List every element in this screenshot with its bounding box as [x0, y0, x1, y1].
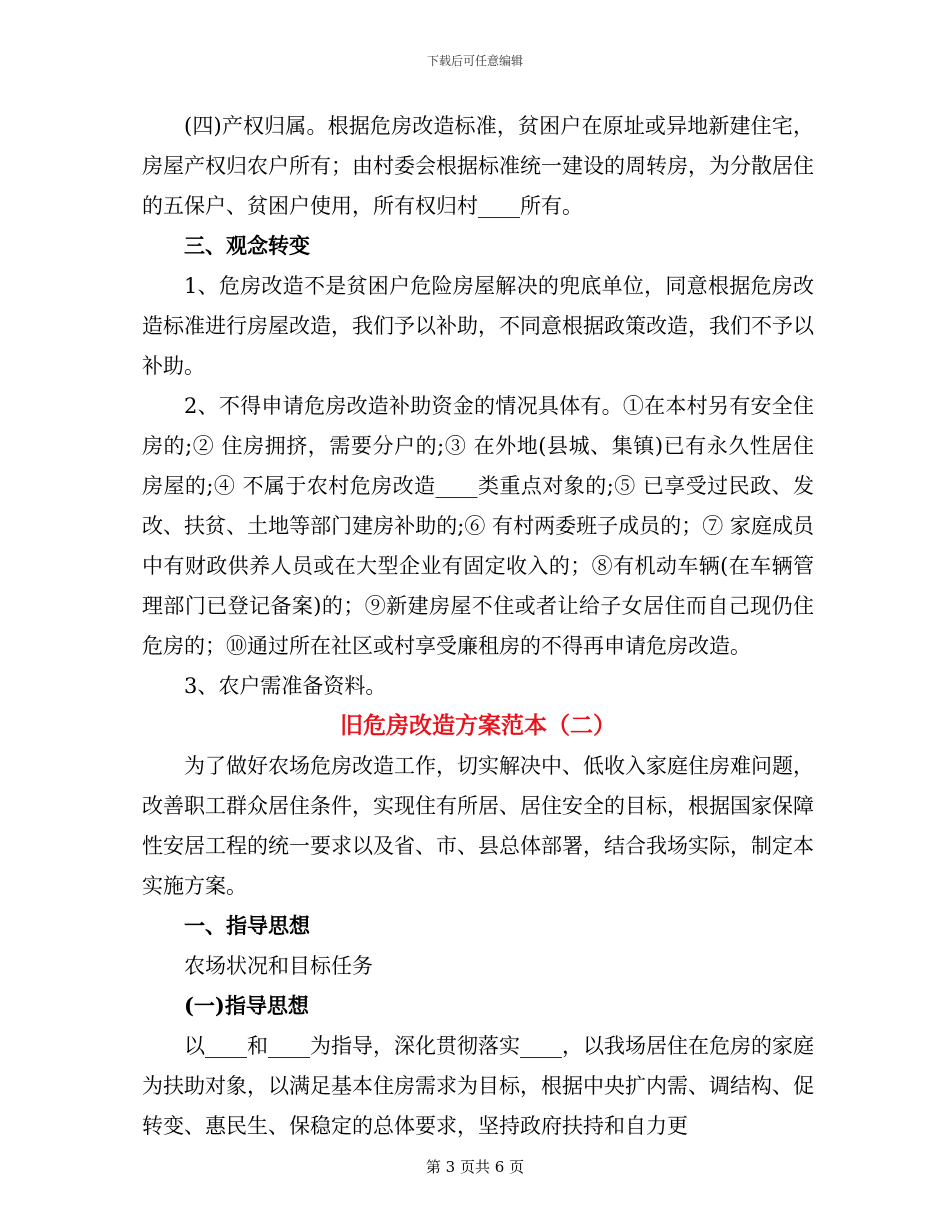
heading-concept-change: 三、观念转变 [184, 233, 310, 258]
section-title: 旧危房改造方案范本（二） [340, 712, 616, 739]
paragraph-item-2: 2、不得申请危房改造补助资金的情况具体有。①在本村另有安全住房的;② 住房拥挤，需要分户的;③ 在外地(县城、集镇)已有永久性居住房屋的;④ 不属于农村危房改造____类重点对象的;⑤ 已享受过民政、发改、扶贫、土地等部门建房补助的;⑥ 有村两委班子成员的；⑦ 家庭成员中有财政供养人员或在大型企业有固定收入的；⑧有机动车辆(在车辆管理部门已登记备案)的；⑨新建房屋不住或者让给子女居住而自己现仍住危房的；⑩通过所在社区或村享受廉租房的不得再申请危房改造。 [142, 394, 814, 658]
subheading-guiding-ideology: (一)指导思想 [184, 993, 309, 1018]
document-body [142, 106, 814, 1146]
paragraph-guiding-text: 以____和____为指导，深化贯彻落实____，以我场居住在危房的家庭为扶助对象，以满足基本住房需求为目标，根据中央扩内需、调结构、促转变、惠民生、保稳定的总体要求，坚持政府扶持和自力更 [142, 1034, 814, 1138]
paragraph-item-3: 3、农户需准备资料。 [184, 674, 387, 698]
paragraph-intro: 为了做好农场危房改造工作，切实解决中、低收入家庭住房难问题，改善职工群众居住条件，实现住有所居、居住安全的目标，根据国家保障性安居工程的统一要求以及省、市、县总体部署，结合我场实际，制定本实施方案。 [142, 754, 814, 898]
heading-guiding-ideology: 一、指导思想 [184, 913, 310, 938]
paragraph-item-1: 1、危房改造不是贫困户危险房屋解决的兜底单位，同意根据危房改造标准进行房屋改造，我们予以补助，不同意根据政策改造，我们不予以补助。 [142, 274, 814, 378]
paragraph-property-rights: (四)产权归属。根据危房改造标准，贫困户在原址或异地新建住宅，房屋产权归农户所有；由村委会根据标准统一建设的周转房，为分散居住的五保户、贫困户使用，所有权归村____所有。 [142, 114, 814, 218]
page-header: 下载后可任意编辑 [426, 54, 523, 68]
page-footer: 第 3 页共 6 页 [425, 1158, 525, 1176]
paragraph-farm-status: 农场状况和目标任务 [184, 954, 373, 978]
